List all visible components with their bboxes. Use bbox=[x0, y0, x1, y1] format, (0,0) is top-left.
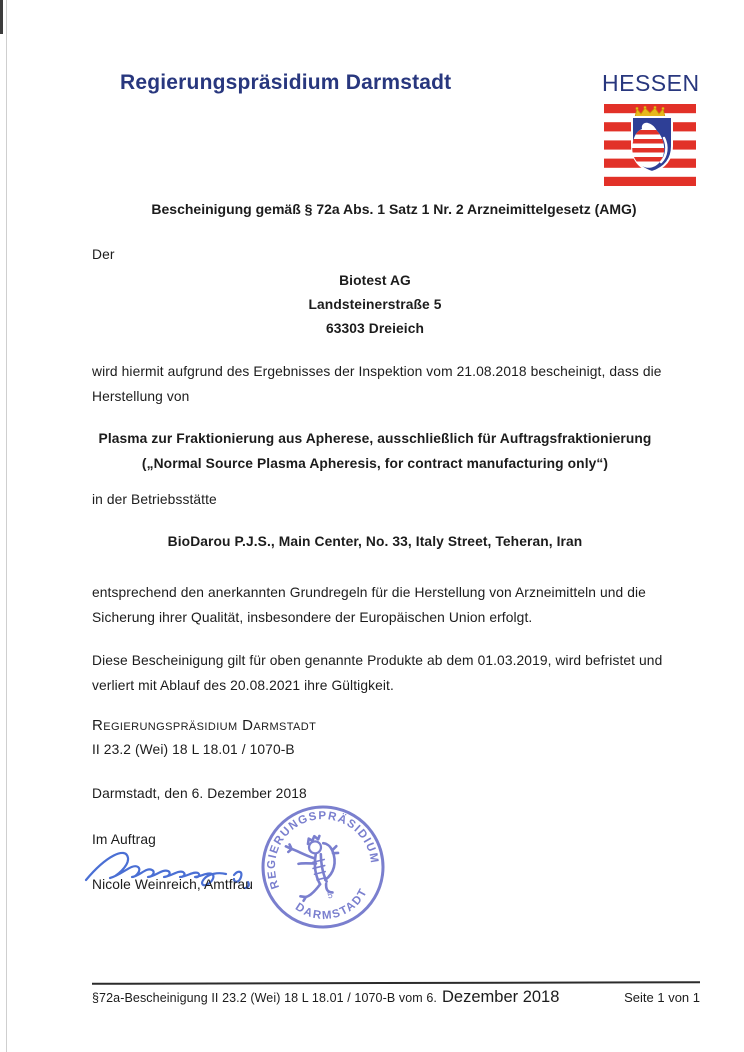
recipient-name: Biotest AG bbox=[339, 273, 411, 288]
product-english: („Normal Source Plasma Apheresis, for contract manufacturing only“) bbox=[141, 456, 609, 471]
hessen-coat-of-arms-icon bbox=[604, 104, 696, 191]
product-german: Plasma zur Fraktionierung aus Apherese, ausschließlich für Auftragsfraktionierung bbox=[98, 431, 652, 446]
footer-ref-date: Dezember 2018 bbox=[442, 988, 560, 1006]
recipient-city: 63303 Dreieich bbox=[325, 321, 425, 336]
footer bbox=[92, 988, 700, 1007]
salutation: Der bbox=[92, 247, 115, 262]
scan-edge-line bbox=[6, 0, 7, 1052]
paragraph-gmp: entsprechend den anerkannten Grundregeln für die Herstellung von Arzneimitteln und die Sicherung ihrer Qualität, insbesondere der Europäischen Union erfolgt. bbox=[92, 585, 646, 625]
paragraph-inspection: wird hiermit aufgrund des Ergebnisses der Inspektion vom 21.08.2018 bescheinigt, dass die Herstellung von bbox=[92, 364, 662, 404]
signer-name: Nicole Weinreich, Amtfrau bbox=[92, 877, 253, 892]
scan-corner-artifact bbox=[0, 0, 3, 34]
svg-text:REGIERUNGSPRÄSIDIUM bbox=[256, 800, 381, 891]
manufacturing-site: BioDarou P.J.S., Main Center, No. 33, Italy Street, Teheran, Iran bbox=[167, 534, 583, 549]
recipient-address bbox=[92, 269, 658, 341]
footer-ref-text: §72a-Bescheinigung II 23.2 (Wei) 18 L 18.01 / 1070-B vom 6. bbox=[92, 991, 437, 1005]
stamp-arc-top-text: REGIERUNGSPRÄSIDIUM bbox=[265, 810, 381, 891]
product-designation bbox=[92, 426, 658, 476]
official-round-stamp-icon bbox=[256, 800, 390, 939]
issuer-name: Regierungspräsidium Darmstadt bbox=[92, 717, 317, 734]
paragraph-validity: Diese Bescheinigung gilt für oben genannte Produkte ab dem 01.03.2019, wird befristet und verliert mit Ablauf des 20.08.2021 ihre Gültigkeit. bbox=[92, 653, 663, 693]
site-intro: in der Betriebsstätte bbox=[92, 492, 217, 507]
file-reference: II 23.2 (Wei) 18 L 18.01 / 1070-B bbox=[92, 742, 295, 757]
footer-reference bbox=[92, 988, 559, 1007]
recipient-street: Landsteinerstraße 5 bbox=[308, 297, 442, 312]
place-and-date: Darmstadt, den 6. Dezember 2018 bbox=[92, 786, 307, 801]
footer-divider bbox=[92, 981, 700, 985]
agency-title: Regierungspräsidium Darmstadt bbox=[120, 71, 452, 94]
state-name: HESSEN bbox=[602, 70, 700, 96]
page-number: Seite 1 von 1 bbox=[624, 990, 700, 1005]
stamp-arc-bottom-text: DARMSTADT bbox=[292, 886, 371, 923]
stamp-number: 5 bbox=[326, 889, 334, 901]
per-procura-label: Im Auftrag bbox=[92, 832, 156, 847]
stamp-lion bbox=[285, 832, 347, 902]
document-title: Bescheinigung gemäß § 72a Abs. 1 Satz 1 Nr. 2 Arzneimittelgesetz (AMG) bbox=[151, 201, 637, 217]
